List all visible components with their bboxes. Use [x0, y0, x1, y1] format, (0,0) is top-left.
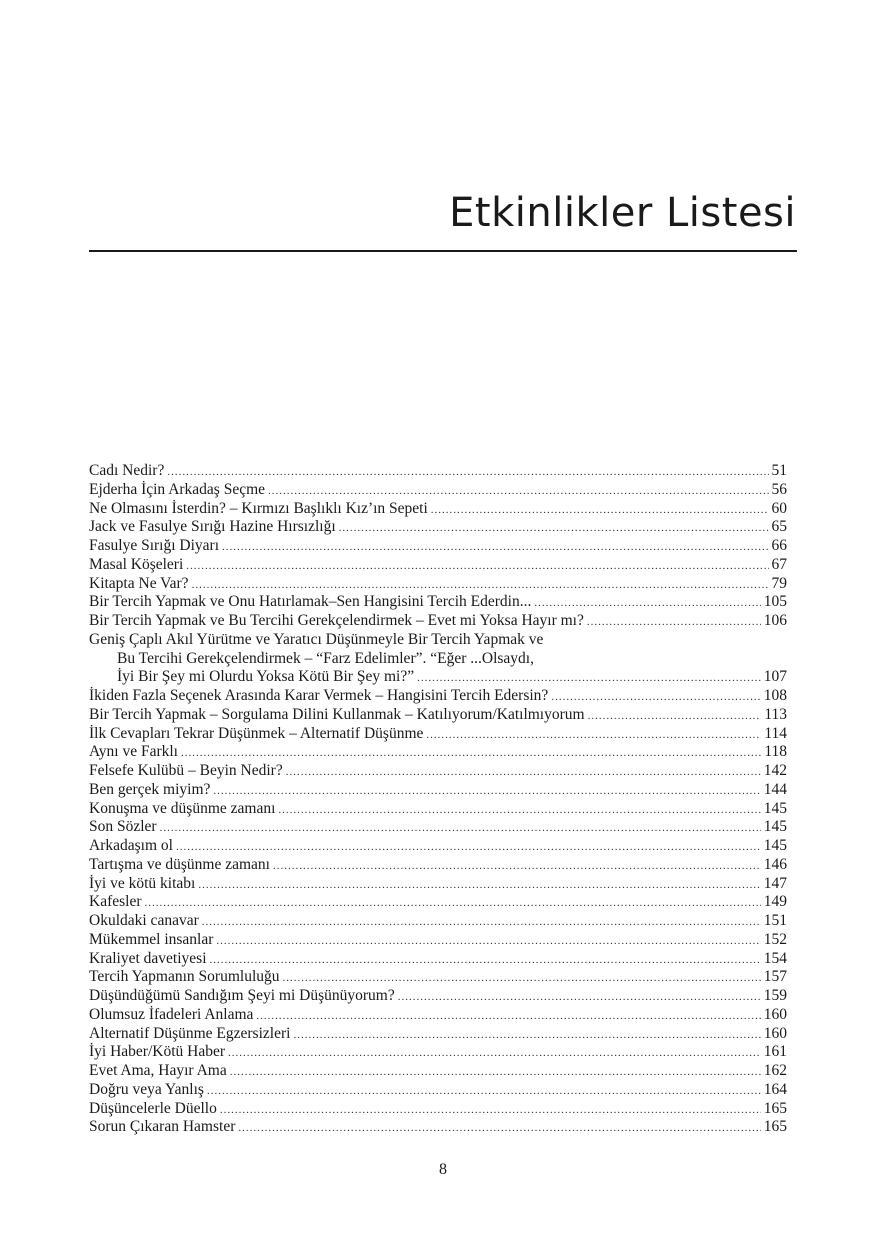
toc-entry-label: Düşüncelerle Düello: [89, 1099, 217, 1117]
toc-entry: [89, 818, 787, 837]
toc-leader-dots: [207, 1082, 761, 1101]
toc-entry: [89, 968, 787, 987]
toc-entry-label: Bir Tercih Yapmak ve Bu Tercihi Gerekçelendirmek – Evet mi Yoksa Hayır mı?: [89, 612, 584, 629]
toc-entry-label: Cadı Nedir?: [89, 462, 165, 479]
toc-entry-label: Tartışma ve düşünme zamanı: [89, 855, 270, 873]
toc-leader-dots: [220, 1101, 761, 1120]
toc-entry: [89, 556, 787, 575]
toc-entry-page: 160: [763, 1005, 787, 1023]
toc-entry-label: Bir Tercih Yapmak – Sorgulama Dilini Kullanmak – Katılıyorum/Katılmıyorum: [89, 705, 585, 723]
toc-entry: [89, 462, 787, 481]
toc-entry: [89, 837, 787, 856]
toc-entry: [89, 1025, 787, 1044]
toc-entry-label: Alternatif Düşünme Egzersizleri: [89, 1024, 291, 1042]
toc-entry-label: Fasulye Sırığı Diyarı: [89, 537, 220, 554]
toc-entry: [89, 500, 787, 519]
toc-entry-page: 151: [763, 912, 787, 929]
toc-entry: [89, 1100, 787, 1119]
toc-entry: [89, 612, 787, 631]
toc-leader-dots: [339, 519, 769, 538]
toc-leader-dots: [216, 932, 760, 951]
toc-entry-page: 149: [763, 893, 787, 911]
toc-leader-dots: [587, 613, 761, 632]
toc-entry-page: 154: [763, 949, 787, 967]
toc-entry-label: İlk Cevapları Tekrar Düşünmek – Alternatif Düşünme: [89, 724, 424, 742]
toc-entry: [89, 668, 787, 687]
toc-entry-page: 107: [763, 668, 787, 686]
toc-leader-dots: [588, 707, 762, 726]
toc-leader-dots: [283, 969, 761, 988]
toc-leader-dots: [210, 951, 761, 970]
toc-entry-page: 160: [763, 1024, 787, 1042]
toc-leader-dots: [213, 782, 760, 801]
toc-entry-label: Okuldaki canavar: [89, 912, 199, 929]
toc-entry-label: Arkadaşım ol: [89, 837, 173, 854]
toc-leader-dots: [398, 988, 761, 1007]
toc-entry: [89, 706, 787, 725]
toc-leader-dots: [286, 763, 761, 782]
toc-entry-label: Jack ve Fasulye Sırığı Hazine Hırsızlığı: [89, 518, 336, 536]
toc-multiline-entry: [89, 631, 787, 687]
toc-entry-page: 51: [771, 462, 787, 479]
toc-entry-label: Kraliyet davetiyesi: [89, 949, 207, 967]
toc-entry-label: Felsefe Kulübü – Beyin Nedir?: [89, 762, 283, 779]
toc-entry-page: 118: [764, 743, 787, 761]
toc-entry-page: 152: [763, 930, 787, 948]
toc-leader-dots: [222, 538, 768, 557]
toc-entry: [89, 518, 787, 537]
toc-entry-page: 60: [771, 499, 787, 517]
toc-entry: [89, 931, 787, 950]
toc-entry-label: Ne Olmasını İsterdin? – Kırmızı Başlıklı Kız’ın Sepeti: [89, 499, 428, 517]
toc-entry-page: 65: [771, 518, 787, 536]
toc-leader-dots: [202, 913, 761, 932]
toc-entry-page: 79: [771, 574, 787, 592]
toc-entry-page: 145: [763, 837, 787, 854]
toc-leader-dots: [417, 669, 761, 688]
toc-entry-page: 145: [763, 799, 787, 817]
toc-entry: [89, 856, 787, 875]
toc-entry: [89, 1043, 787, 1062]
toc-entry: [89, 481, 787, 500]
toc-entry-line: Bu Tercihi Gerekçelendirmek – “Farz Edelimler”. “Eğer ...Olsaydı,: [117, 649, 534, 667]
toc-leader-dots: [198, 876, 760, 895]
toc-leader-dots: [181, 744, 761, 763]
toc-entry-label: Son Sözler: [89, 818, 157, 836]
toc-entry-page: 162: [763, 1062, 787, 1079]
toc-entry-page: 114: [764, 724, 787, 742]
toc-entry-page: 159: [763, 987, 787, 1004]
toc-entry-label: Sorun Çıkaran Hamster: [89, 1118, 236, 1136]
toc-entry: [89, 537, 787, 556]
toc-entry: [89, 912, 787, 931]
toc-entry-page: 164: [763, 1080, 787, 1098]
toc-leader-dots: [238, 1119, 760, 1138]
toc-entry-page: 161: [763, 1043, 787, 1061]
toc-entry: [89, 743, 787, 762]
toc-entry-page: 66: [771, 537, 787, 554]
toc-entry-label: Aynı ve Farklı: [89, 743, 178, 761]
toc-entry-label: Düşündüğümü Sandığım Şeyi mi Düşünüyorum?: [89, 987, 395, 1004]
toc-entry-page: 144: [763, 780, 787, 798]
toc-entry-label: Evet Ama, Hayır Ama: [89, 1062, 227, 1079]
toc-entry-label: Tercih Yapmanın Sorumluluğu: [89, 968, 280, 986]
toc-leader-dots: [186, 557, 768, 576]
toc-entry-page: 157: [763, 968, 787, 986]
toc-entry-page: 106: [763, 612, 787, 629]
toc-entry-label: Konuşma ve düşünme zamanı: [89, 799, 276, 817]
page-number: 8: [439, 1161, 447, 1178]
toc-leader-dots: [176, 838, 761, 857]
toc-entry: [89, 1081, 787, 1100]
toc-entry: [89, 875, 787, 894]
toc-entry-label: İkiden Fazla Seçenek Arasında Karar Vermek – Hangisini Tercih Edersin?: [89, 687, 549, 704]
toc-entry-page: 105: [763, 593, 787, 611]
toc-entry: [89, 593, 787, 612]
toc-leader-dots: [534, 594, 760, 613]
toc-leader-dots: [273, 857, 761, 876]
toc-entry: [89, 687, 787, 706]
toc-entry-label: Kafesler: [89, 893, 142, 911]
toc-entry: [89, 1062, 787, 1081]
toc-entry-page: 56: [771, 480, 787, 498]
toc-leader-dots: [192, 576, 769, 595]
toc-list: [89, 462, 787, 1137]
toc-entry-page: 165: [763, 1118, 787, 1136]
toc-entry: [89, 762, 787, 781]
toc-entry-label: İyi ve kötü kitabı: [89, 874, 196, 892]
toc-entry-label: İyi Haber/Kötü Haber: [89, 1043, 226, 1061]
toc-entry-page: 147: [763, 874, 787, 892]
toc-entry-label: Doğru veya Yanlış: [89, 1080, 204, 1098]
toc-entry: [89, 893, 787, 912]
toc-entry-label: Kitapta Ne Var?: [89, 574, 189, 592]
toc-entry-page: 108: [763, 687, 787, 704]
toc-leader-dots: [167, 463, 768, 482]
toc-leader-dots: [268, 482, 768, 501]
toc-entry-page: 67: [771, 555, 787, 573]
toc-leader-dots: [551, 688, 760, 707]
toc-entry: [89, 1118, 787, 1137]
toc-entry: [89, 781, 787, 800]
toc-leader-dots: [230, 1063, 761, 1082]
toc-entry: [89, 987, 787, 1006]
toc-entry-line: Geniş Çaplı Akıl Yürütme ve Yaratıcı Düşünmeyle Bir Tercih Yapmak ve: [89, 630, 544, 648]
toc-leader-dots: [145, 894, 761, 913]
toc-entry: [89, 1006, 787, 1025]
toc-entry-label: Ben gerçek miyim?: [89, 780, 211, 798]
toc-leader-dots: [228, 1044, 761, 1063]
toc-leader-dots: [431, 501, 769, 520]
toc-entry-label: İyi Bir Şey mi Olurdu Yoksa Kötü Bir Şey mi?”: [117, 668, 415, 686]
title-rule: [89, 250, 797, 252]
toc-entry-label: Ejderha İçin Arkadaş Seçme: [89, 480, 266, 498]
toc-group-a: [89, 462, 787, 631]
toc-group-b: [89, 687, 787, 1137]
page-title: Etkinlikler Listesi: [449, 190, 796, 236]
toc-entry-label: Olumsuz İfadeleri Anlama: [89, 1005, 254, 1023]
toc-entry-page: 146: [763, 855, 787, 873]
toc-entry: [89, 950, 787, 969]
toc-entry-page: 145: [763, 818, 787, 836]
toc-entry-label: Masal Köşeleri: [89, 555, 184, 573]
toc-entry: [89, 725, 787, 744]
toc-entry-label: Bir Tercih Yapmak ve Onu Hatırlamak–Sen Hangisini Tercih Ederdin...: [89, 593, 532, 611]
toc-entry-page: 142: [763, 762, 787, 779]
toc-leader-dots: [278, 801, 760, 820]
toc-leader-dots: [160, 819, 761, 838]
toc-entry-page: 165: [763, 1099, 787, 1117]
toc-leader-dots: [256, 1007, 760, 1026]
toc-leader-dots: [293, 1026, 760, 1045]
toc-entry: [89, 575, 787, 594]
toc-entry-label: Mükemmel insanlar: [89, 930, 214, 948]
toc-entry: [89, 800, 787, 819]
toc-entry-page: 113: [764, 705, 787, 723]
toc-leader-dots: [426, 726, 761, 745]
